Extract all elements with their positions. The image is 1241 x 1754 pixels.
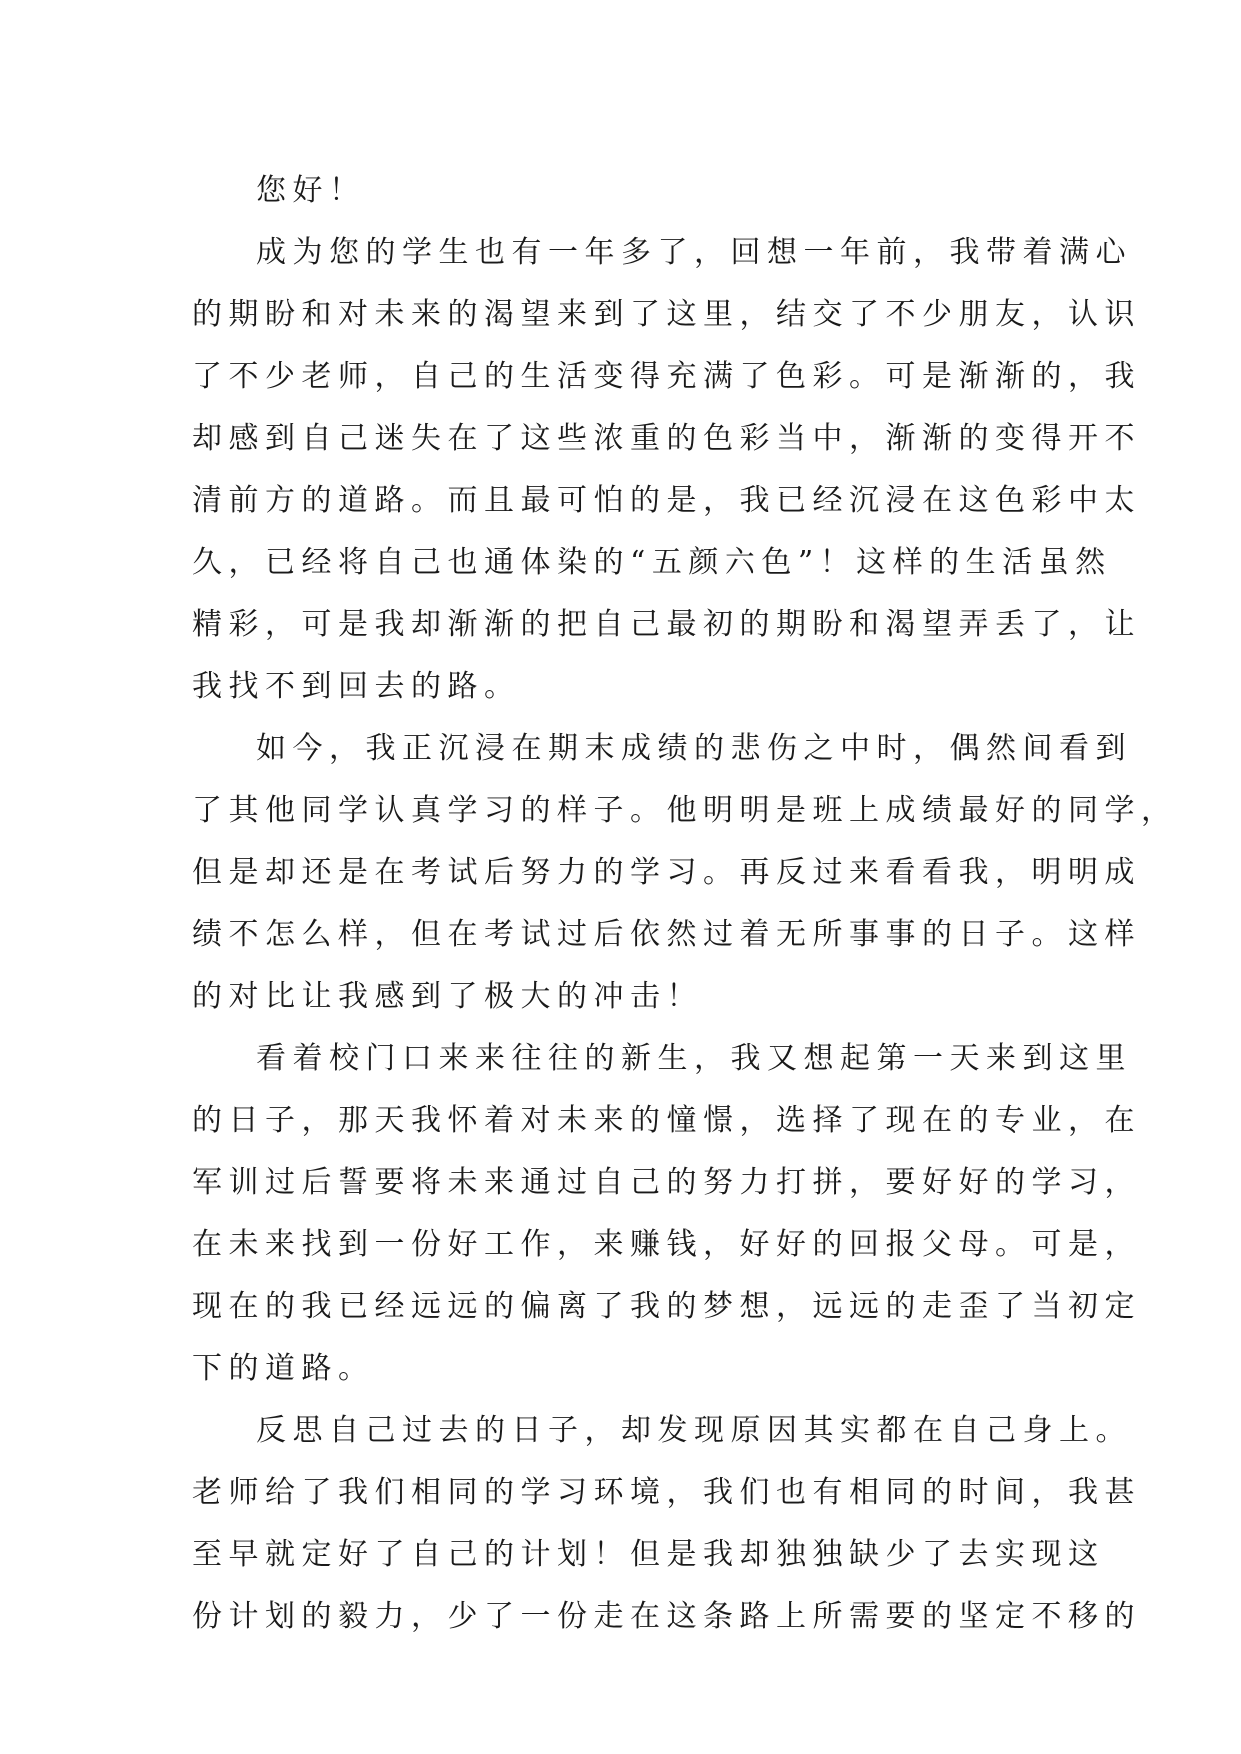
text-line: 反思自己过去的日子，却发现原因其实都在自己身上。 xyxy=(256,1413,1132,1448)
text-line: 至早就定好了自己的计划！但是我却独独缺少了去实现这 xyxy=(192,1537,1105,1572)
text-line: 我找不到回去的路。 xyxy=(192,669,521,704)
text-line: 的对比让我感到了极大的冲击！ xyxy=(192,979,703,1014)
text-line: 看着校门口来来往往的新生，我又想起第一天来到这里 xyxy=(256,1041,1132,1076)
text-line: 在未来找到一份好工作，来赚钱，好好的回报父母。可是， xyxy=(192,1227,1141,1262)
text-line: 了不少老师，自己的生活变得充满了色彩。可是渐渐的，我 xyxy=(192,359,1141,394)
text-line: 清前方的道路。而且最可怕的是，我已经沉浸在这色彩中太 xyxy=(192,483,1141,518)
text-line: 的日子，那天我怀着对未来的憧憬，选择了现在的专业，在 xyxy=(192,1103,1141,1138)
letter-body xyxy=(192,160,1178,1648)
text-line: 却感到自己迷失在了这些浓重的色彩当中，渐渐的变得开不 xyxy=(192,421,1141,456)
text-line: 了其他同学认真学习的样子。他明明是班上成绩最好的同学， xyxy=(192,793,1178,828)
text-line: 份计划的毅力，少了一份走在这条路上所需要的坚定不移的 xyxy=(192,1599,1141,1634)
text-line: 现在的我已经远远的偏离了我的梦想，远远的走歪了当初定 xyxy=(192,1289,1141,1324)
text-line: 老师给了我们相同的学习环境，我们也有相同的时间，我甚 xyxy=(192,1475,1141,1510)
text-line: 成为您的学生也有一年多了，回想一年前，我带着满心 xyxy=(256,235,1132,270)
text-line: 军训过后誓要将未来通过自己的努力打拼，要好好的学习， xyxy=(192,1165,1141,1200)
text-line: 绩不怎么样，但在考试过后依然过着无所事事的日子。这样 xyxy=(192,917,1141,952)
text-line: 的期盼和对未来的渴望来到了这里，结交了不少朋友，认识 xyxy=(192,297,1141,332)
text-line: 精彩，可是我却渐渐的把自己最初的期盼和渴望弄丢了，让 xyxy=(192,607,1141,642)
greeting-line: 您好！ xyxy=(256,173,366,208)
text-line: 如今，我正沉浸在期末成绩的悲伤之中时，偶然间看到 xyxy=(256,731,1132,766)
text-line: 久，已经将自己也通体染的“五颜六色”！这样的生活虽然 xyxy=(192,545,1112,580)
text-line: 下的道路。 xyxy=(192,1351,375,1386)
text-line: 但是却还是在考试后努力的学习。再反过来看看我，明明成 xyxy=(192,855,1141,890)
